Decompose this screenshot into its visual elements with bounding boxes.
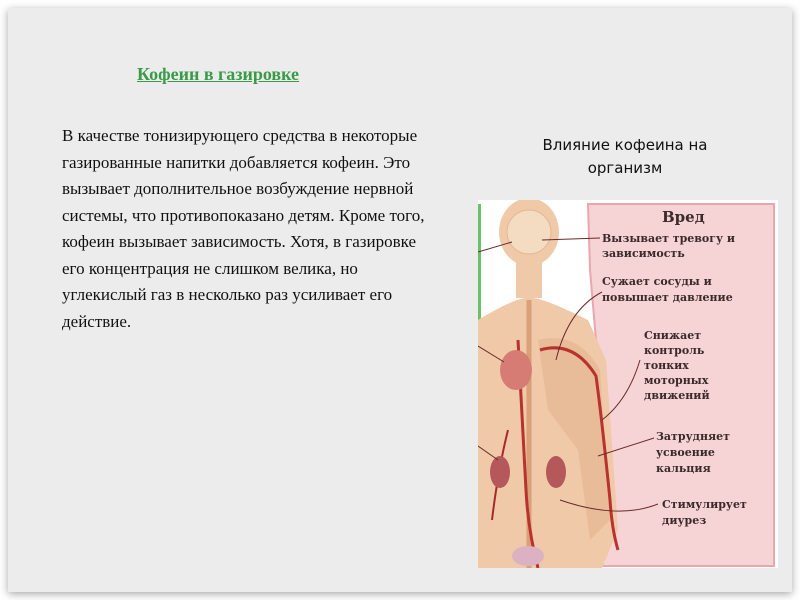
svg-text:Затрудняет: Затрудняет [656, 430, 730, 443]
svg-text:усвоение: усвоение [656, 446, 715, 459]
svg-text:повышает давление: повышает давление [602, 291, 733, 304]
svg-text:моторных: моторных [644, 374, 709, 387]
harm-heading: Вред [662, 208, 705, 226]
svg-text:тонких: тонких [644, 359, 689, 372]
svg-text:зависимость: зависимость [602, 247, 685, 260]
slide-title: Кофеин в газировке [137, 64, 300, 84]
svg-text:движений: движений [644, 389, 710, 402]
svg-text:Сужает сосуды и: Сужает сосуды и [602, 275, 712, 288]
body-paragraph: В качестве тонизирующего средства в некоторые газированные напитки добавляется кофеин. Это вызывает дополнительное возбуждение нервной системы, что противопоказано детям. Кроме того, кофеин вызывает зависимость. Хотя, в газировке его концентрация не слишком велика, но углекислый газ в несколько раз усиливает его действие. [62, 126, 425, 331]
svg-text:контроль: контроль [644, 344, 705, 357]
caffeine-effects-diagram [478, 200, 778, 568]
accent-bar [478, 204, 481, 322]
svg-text:кальция: кальция [656, 462, 711, 475]
diagram-caption: Влияние кофеина на организм [542, 136, 708, 177]
svg-text:Снижает: Снижает [644, 329, 702, 342]
svg-text:Стимулирует: Стимулирует [662, 498, 747, 511]
svg-text:диурез: диурез [662, 514, 707, 527]
svg-text:Вызывает тревогу и: Вызывает тревогу и [602, 232, 736, 245]
